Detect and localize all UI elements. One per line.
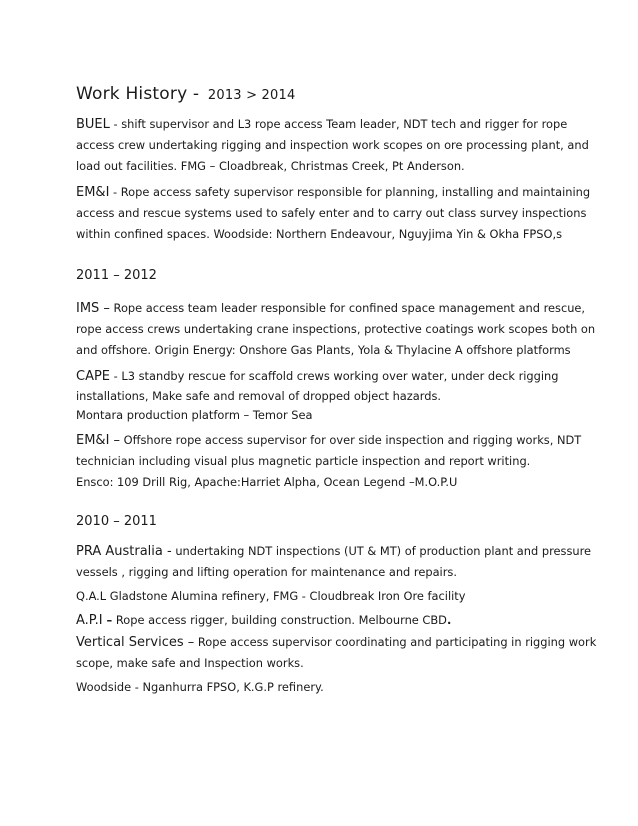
entry-text: - shift supervisor and L3 rope access Team leader, NDT tech and rigger for rope xyxy=(109,117,568,131)
entry-company: EM&I – xyxy=(76,433,121,448)
entry-line: within confined spaces. Woodside: Northern Endeavour, Nguyjima Yin & Okha FPSO,s xyxy=(76,227,563,241)
entry-company: BUEL xyxy=(76,117,110,132)
entry-line: Montara production platform – Temor Sea xyxy=(76,408,313,422)
entry-company: Vertical Services – xyxy=(76,635,195,650)
year-heading-2011: 2011 – 2012 xyxy=(76,268,157,283)
entry-api xyxy=(76,610,576,631)
entry-cape xyxy=(76,366,576,425)
entry-text: undertaking NDT inspections (UT & MT) of production plant and pressure xyxy=(171,544,592,558)
entry-emi-2011 xyxy=(76,430,582,493)
entry-line: Woodside - Nganhurra FPSO, K.G.P refinery. xyxy=(76,680,324,694)
entry-text: Offshore rope access supervisor for over side inspection and rigging works, NDT xyxy=(120,433,582,447)
year-heading-2010: 2010 – 2011 xyxy=(76,514,157,529)
entry-pra-australia xyxy=(76,541,592,607)
entry-line: load out facilities. FMG – Cloadbreak, Christmas Creek, Pt Anderson. xyxy=(76,159,465,173)
entry-line xyxy=(76,298,586,319)
entry-line: Ensco: 109 Drill Rig, Apache:Harriet Alpha, Ocean Legend –M.O.P.U xyxy=(76,475,458,489)
entry-company: CAPE xyxy=(76,369,111,384)
entry-company: EM&I xyxy=(76,185,110,200)
entry-company: IMS – xyxy=(76,301,110,316)
entry-line xyxy=(76,541,592,562)
entry-line: and offshore. Origin Energy: Onshore Gas Plants, Yola & Thylacine A offshore platforms xyxy=(76,343,571,357)
entry-dash: – xyxy=(102,613,113,627)
entry-buel xyxy=(76,114,589,177)
entry-line xyxy=(76,632,597,653)
entry-period: . xyxy=(446,613,452,627)
entry-text: - L3 standby rescue for scaffold crews working over water, under deck rigging xyxy=(110,369,559,383)
entry-ims xyxy=(76,298,596,361)
entry-company: A.P.I xyxy=(76,613,103,628)
entry-text: Rope access team leader responsible for confined space management and rescue, xyxy=(109,301,586,315)
section-title xyxy=(76,84,295,104)
entry-emi-2013 xyxy=(76,182,591,245)
entry-line xyxy=(76,430,582,451)
entry-company: PRA Australia - xyxy=(76,544,172,559)
entry-line xyxy=(76,610,576,631)
entry-line: vessels , rigging and lifting operation for maintenance and repairs. xyxy=(76,565,457,579)
entry-line: installations, Make safe and removal of dropped object hazards. xyxy=(76,389,442,403)
entry-line: access crew undertaking rigging and inspection work scopes on ore processing plant, and xyxy=(76,138,589,152)
entry-text: - Rope access safety supervisor responsible for planning, installing and maintaining xyxy=(109,185,591,199)
entry-line xyxy=(76,114,576,135)
title-year-range: 2013 > 2014 xyxy=(207,88,296,103)
entry-vertical-services xyxy=(76,632,597,698)
entry-text: Rope access rigger, building construction. Melbourne CBD xyxy=(112,613,447,627)
entry-line xyxy=(76,366,576,387)
entry-line xyxy=(76,182,591,203)
entry-line: rope access crews undertaking crane inspections, protective coatings work scopes both on xyxy=(76,322,596,336)
entry-line: Q.A.L Gladstone Alumina refinery, FMG - Cloudbreak Iron Ore facility xyxy=(76,589,466,603)
entry-text: Rope access supervisor coordinating and participating in rigging work xyxy=(194,635,597,649)
entry-line: technician including visual plus magnetic particle inspection and report writing. xyxy=(76,454,531,468)
entry-line: scope, make safe and Inspection works. xyxy=(76,656,304,670)
title-text: Work History - xyxy=(76,84,200,104)
entry-line: access and rescue systems used to safely enter and to carry out class survey inspections xyxy=(76,206,587,220)
